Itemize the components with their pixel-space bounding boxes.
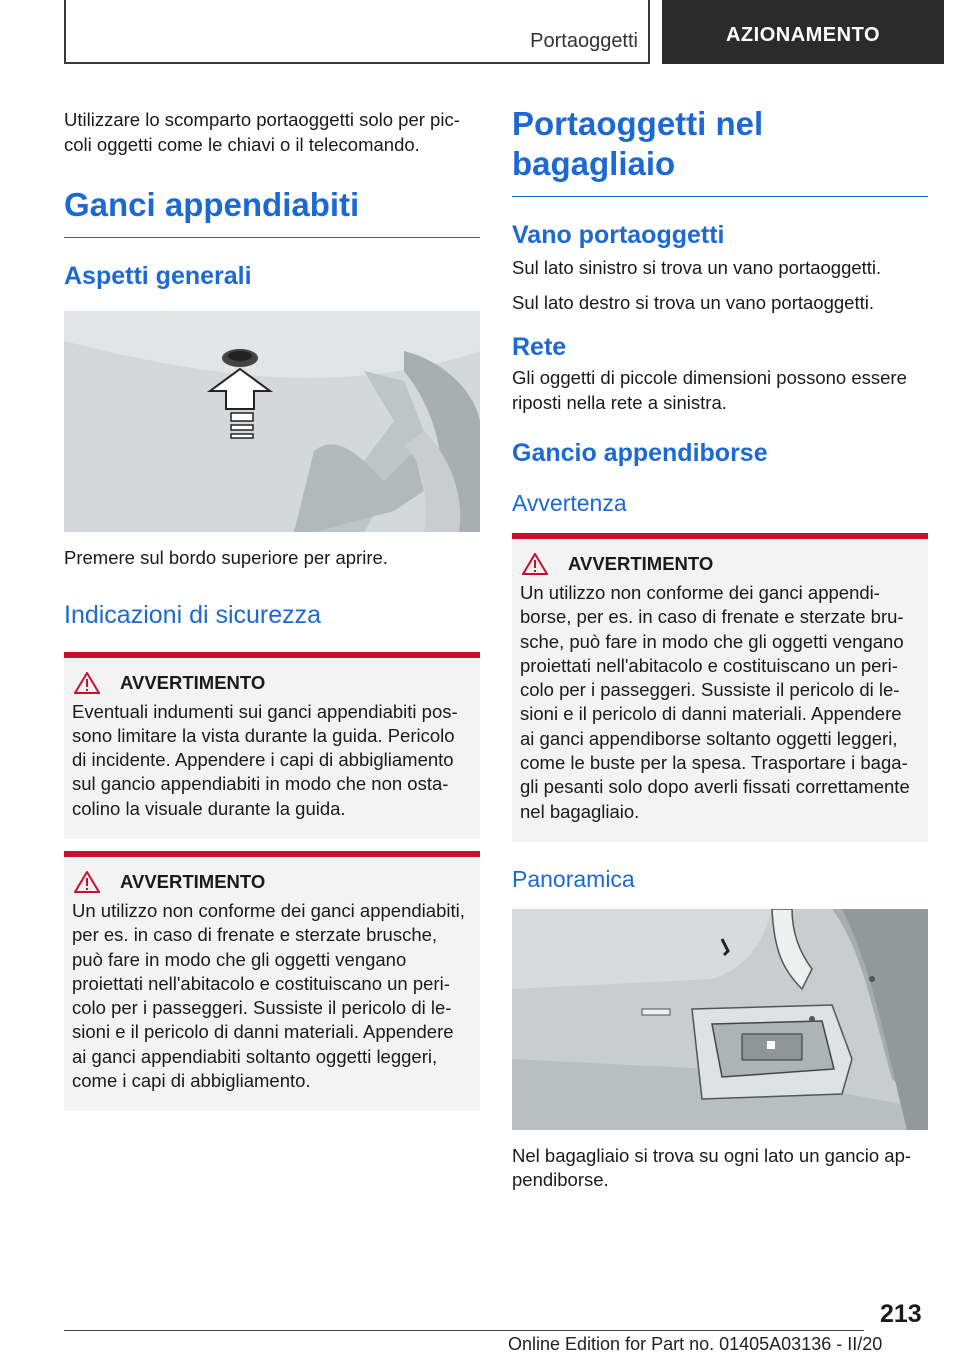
heading-ganci-appendiabiti: Ganci appendiabiti <box>64 185 480 238</box>
subheading-vano-portaoggetti: Vano portaoggetti <box>512 221 725 249</box>
vano-left-text: Sul lato sinistro si trova un vano portaoggetti. <box>512 257 882 278</box>
subheading-rete: Rete <box>512 333 567 361</box>
coat-hook-illustration <box>64 311 480 532</box>
header-chapter-tab: AZIONAMENTO <box>662 0 944 64</box>
subheading-gancio-appendiborse: Gancio appendiborse <box>512 439 768 467</box>
trunk-illustration <box>512 909 928 1130</box>
intro-paragraph: Utilizzare lo scomparto portaoggetti solo per piccoli oggetti come le chiavi o il telecomando. <box>64 109 460 155</box>
warning-text: Un utilizzo non conforme dei ganci appendiabiti, per es. in caso di frenate e sterzate brusche, può fare in modo che gli oggetti vengano proiettati nell'abitacolo e costituiscano un pericolo per i passeggeri. Sussiste il pericolo di lesioni e il pericolo di danni materiali. Appendere ai ganci appendiabiti soltanto oggetti leggeri, come i capi di abbigliamento. <box>72 899 465 1092</box>
footer-divider <box>64 1330 864 1331</box>
warning-triangle-icon <box>74 672 100 694</box>
right-column <box>512 100 928 1193</box>
heading-portaoggetti-bagagliaio: Portaoggetti nel bagagliaio <box>512 104 928 197</box>
warning-title: AVVERTIMENTO <box>568 553 714 574</box>
left-column <box>64 100 480 1111</box>
rete-text: Gli oggetti di piccole dimensioni possono essere riposti nella rete a sinistra. <box>512 367 907 413</box>
warning-triangle-icon <box>522 553 548 575</box>
footer-edition: Online Edition for Part no. 01405A03136 - II/20 <box>508 1334 883 1354</box>
vano-right-text: Sul lato destro si trova un vano portaoggetti. <box>512 291 874 313</box>
warning-box-3 <box>512 533 928 842</box>
subheading-panoramica: Panoramica <box>512 865 635 892</box>
trunk-caption: Nel bagagliaio si trova su ogni lato un gancio appendiborse. <box>512 1144 912 1191</box>
warning-title: AVVERTIMENTO <box>120 671 266 693</box>
page-number: 213 <box>880 1300 922 1328</box>
subheading-indicazioni-sicurezza: Indicazioni di sicurezza <box>64 600 322 629</box>
warning-text: Eventuali indumenti sui ganci appendiabiti possono limitare la vista durante la guida. Pericolo di incidente. Appendere i capi di abbigliamento sul gancio appendiabiti in modo che non ostacolino la visuale durante la guida. <box>72 700 458 819</box>
subheading-aspetti-generali: Aspetti generali <box>64 262 252 290</box>
warning-box-2 <box>64 851 480 1111</box>
warning-text: Un utilizzo non conforme dei ganci appendiborse, per es. in caso di frenate e sterzate brusche, può fare in modo che gli oggetti vengano proiettati nell'abitacolo e costituiscano un pericolo per i passeggeri. Sussiste il pericolo di lesioni e il pericolo di danni materiali. Appendere ai ganci appendiborse soltanto oggetti leggeri, come le buste per la spesa. Trasportare i bagagli pesanti solo dopo averli fissati correttamente nel bagagliaio. <box>520 582 910 822</box>
subheading-avvertenza: Avvertenza <box>512 490 627 516</box>
coat-hook-caption: Premere sul bordo superiore per aprire. <box>64 547 388 568</box>
warning-box-1 <box>64 652 480 839</box>
warning-triangle-icon <box>74 871 100 893</box>
header-section-title: Portaoggetti <box>530 30 638 52</box>
warning-title: AVVERTIMENTO <box>120 870 266 892</box>
